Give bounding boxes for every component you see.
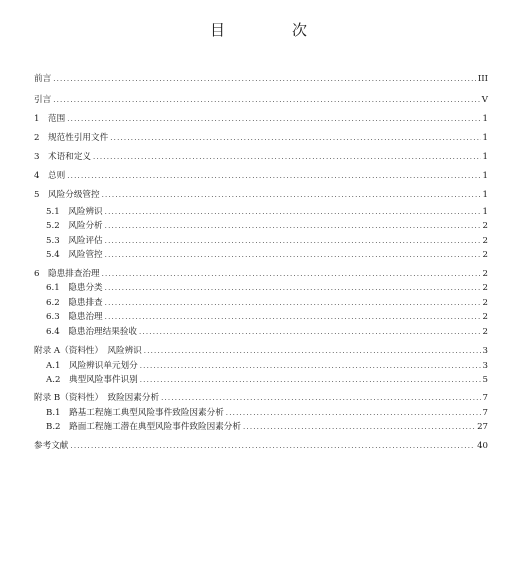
toc-entry-page-number: 2 xyxy=(482,221,488,231)
toc-entry-label: 3 术语和定义 xyxy=(34,152,92,162)
toc-entry-label: 5.3 风险评估 xyxy=(46,236,103,246)
toc-dot-leader xyxy=(110,131,480,145)
toc-entry-label: 6.2 隐患排查 xyxy=(46,298,103,308)
toc-dot-leader xyxy=(161,391,480,405)
toc-entry[interactable] xyxy=(34,406,488,420)
toc-entry-page-number: 2 xyxy=(482,327,488,337)
toc-dot-leader xyxy=(105,219,481,233)
toc-dot-leader xyxy=(105,281,481,295)
toc-entry[interactable] xyxy=(34,267,488,281)
toc-entry-page-number: 2 xyxy=(482,283,488,293)
toc-entry-page-number: 7 xyxy=(482,393,488,403)
toc-entry-page-number: 27 xyxy=(477,422,488,432)
toc-entry-label: 附录 A（资料性） 风险辨识 xyxy=(34,346,142,356)
toc-entry[interactable] xyxy=(34,93,488,107)
toc-entry-label: 参考文献 xyxy=(34,441,69,451)
toc-entry-label: 5.2 风险分析 xyxy=(46,221,103,231)
toc-entry[interactable] xyxy=(34,359,488,373)
toc-entry-label: 附录 B（资料性） 致险因素分析 xyxy=(34,393,160,403)
toc-dot-leader xyxy=(67,112,480,126)
toc-entry-label: 6.3 隐患治理 xyxy=(46,312,103,322)
toc-entry[interactable] xyxy=(34,344,488,358)
toc-entry[interactable] xyxy=(34,373,488,387)
toc-entry-label: 前言 xyxy=(34,74,52,84)
toc-dot-leader xyxy=(140,373,481,387)
toc-entry-page-number: 5 xyxy=(482,375,488,385)
toc-entry-page-number: 1 xyxy=(482,152,488,162)
toc-dot-leader xyxy=(139,325,481,339)
toc-entry[interactable] xyxy=(34,169,488,183)
toc-entry-page-number: 1 xyxy=(482,171,488,181)
toc-dot-leader xyxy=(226,406,481,420)
toc-entry-label: 6 隐患排查治理 xyxy=(34,269,100,279)
toc-entry-label: 6.1 隐患分类 xyxy=(46,283,103,293)
toc-entry[interactable] xyxy=(34,188,488,202)
toc-entry[interactable] xyxy=(34,310,488,324)
toc-entry[interactable] xyxy=(34,219,488,233)
toc-entry-label: A.1 风险辨识单元划分 xyxy=(46,361,138,371)
toc-entry-page-number: 2 xyxy=(482,250,488,260)
toc-dot-leader xyxy=(105,248,481,262)
toc-entry-label: 5 风险分级管控 xyxy=(34,190,100,200)
toc-dot-leader xyxy=(105,310,481,324)
toc-dot-leader xyxy=(53,72,476,86)
toc-dot-leader xyxy=(93,150,481,164)
toc-entry[interactable] xyxy=(34,234,488,248)
toc-entry-label: 5.1 风险辨识 xyxy=(46,207,103,217)
toc-entry[interactable] xyxy=(34,391,488,405)
toc-entry-label: 2 规范性引用文件 xyxy=(34,133,109,143)
toc-entry-label: B.2 路面工程施工潜在典型风险事件致险因素分析 xyxy=(46,422,241,432)
toc-entry-page-number: 3 xyxy=(482,346,488,356)
toc-entry[interactable] xyxy=(34,131,488,145)
toc-dot-leader xyxy=(243,420,475,434)
toc-entry-page-number: 2 xyxy=(482,312,488,322)
toc-entry-page-number: 2 xyxy=(482,269,488,279)
toc-entry-page-number: V xyxy=(481,95,488,105)
toc-entry-page-number: 1 xyxy=(482,133,488,143)
toc-dot-leader xyxy=(102,188,481,202)
toc-entry-page-number: 40 xyxy=(477,441,488,451)
toc-entry[interactable] xyxy=(34,296,488,310)
toc-entry-label: 1 范围 xyxy=(34,114,66,124)
toc-entry-page-number: 1 xyxy=(482,190,488,200)
toc-entry-label: A.2 典型风险事件识别 xyxy=(46,375,138,385)
toc-entry-label: B.1 路基工程施工典型风险事件致险因素分析 xyxy=(46,408,224,418)
toc-entry-page-number: 2 xyxy=(482,236,488,246)
toc-dot-leader xyxy=(102,267,481,281)
toc-entry-page-number: III xyxy=(477,74,488,84)
toc-entry-label: 引言 xyxy=(34,95,52,105)
toc-entry-page-number: 3 xyxy=(482,361,488,371)
toc-entry-page-number: 1 xyxy=(482,207,488,217)
toc-entry-label: 4 总则 xyxy=(34,171,66,181)
toc-entry-label: 6.4 隐患治理结果验收 xyxy=(46,327,138,337)
toc-dot-leader xyxy=(144,344,481,358)
toc-entry[interactable] xyxy=(34,420,488,434)
toc-entry[interactable] xyxy=(34,248,488,262)
toc-dot-leader xyxy=(67,169,480,183)
toc-dot-leader xyxy=(140,359,481,373)
toc-entry-page-number: 7 xyxy=(482,408,488,418)
toc-entry[interactable] xyxy=(34,112,488,126)
toc-dot-leader xyxy=(105,296,481,310)
toc-entry[interactable] xyxy=(34,205,488,219)
toc-entry-page-number: 1 xyxy=(482,114,488,124)
toc-dot-leader xyxy=(53,93,480,107)
toc-dot-leader xyxy=(105,234,481,248)
toc-entry-page-number: 2 xyxy=(482,298,488,308)
page-title: 目 次 xyxy=(209,21,333,39)
toc-entry-label: 5.4 风险管控 xyxy=(46,250,103,260)
toc-entry[interactable] xyxy=(34,281,488,295)
toc-entry[interactable] xyxy=(34,439,488,453)
toc-entry[interactable] xyxy=(34,72,488,86)
toc-entry[interactable] xyxy=(34,325,488,339)
toc-dot-leader xyxy=(105,205,481,219)
toc-dot-leader xyxy=(70,439,475,453)
toc-entry[interactable] xyxy=(34,150,488,164)
